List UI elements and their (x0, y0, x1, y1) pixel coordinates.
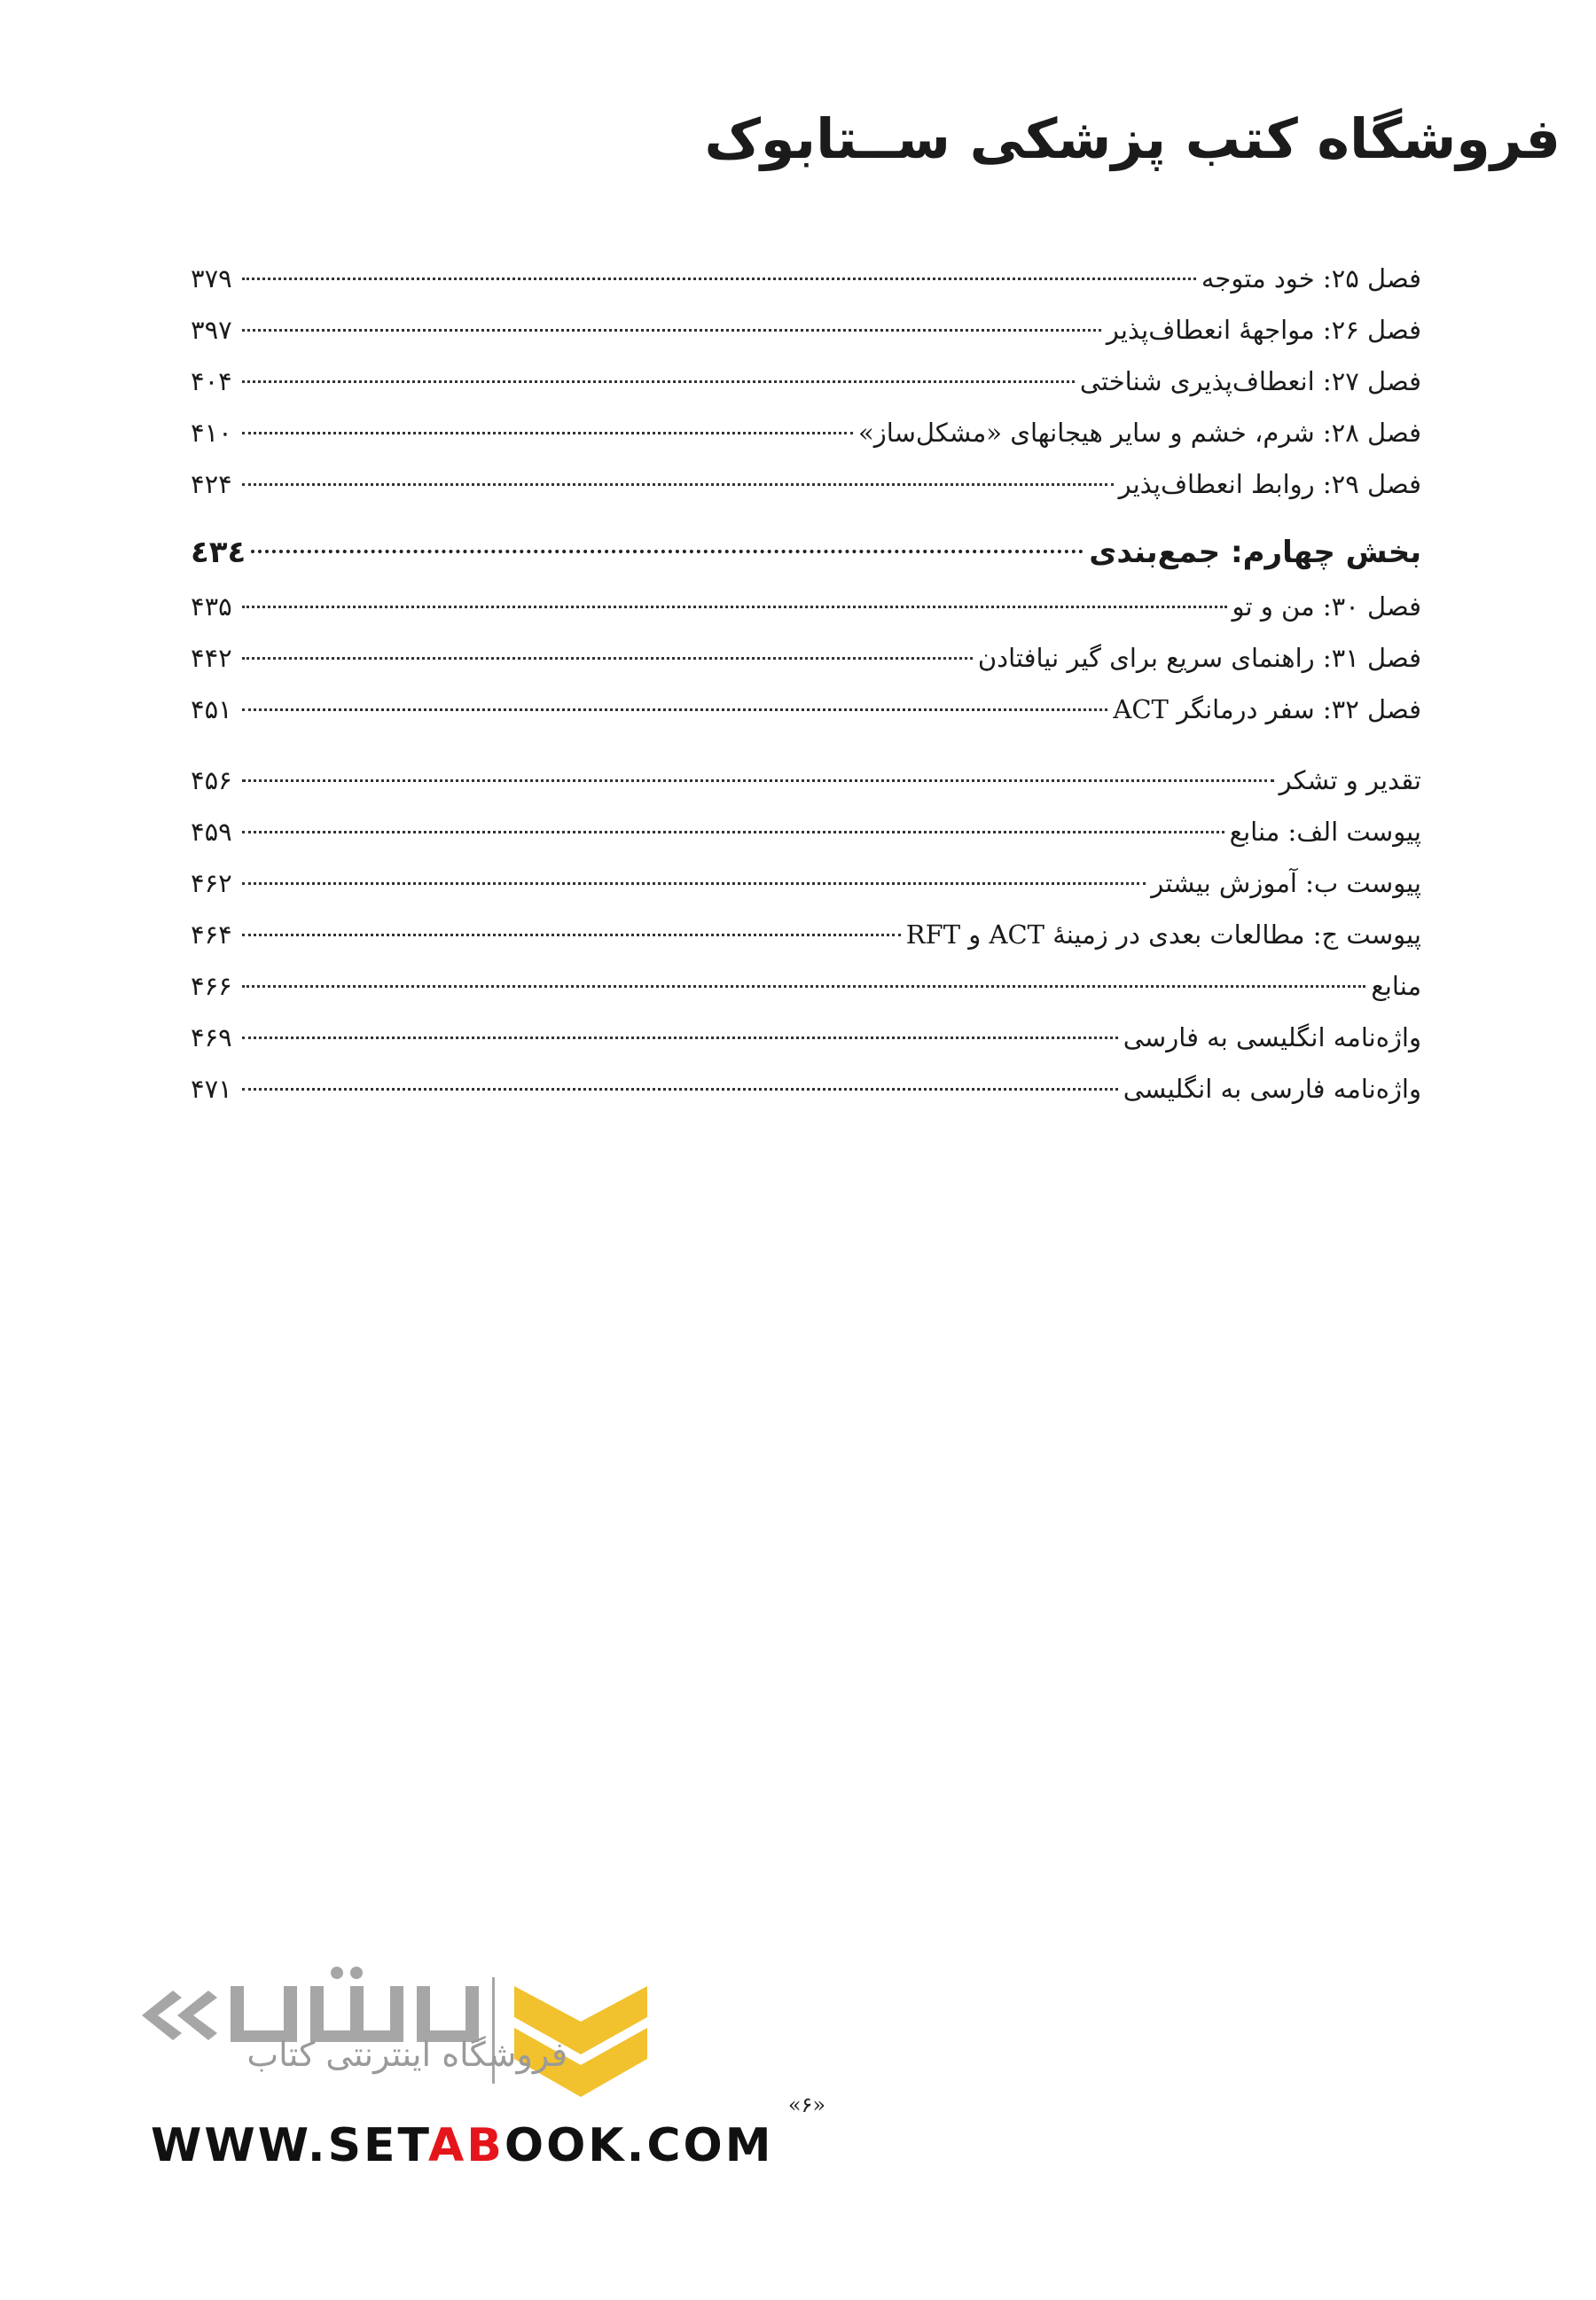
toc-entry[interactable] (191, 253, 1421, 304)
toc-part-heading[interactable] (191, 524, 1421, 581)
toc-entry-page: ۳۷۹ (191, 263, 232, 293)
toc-entry-page: ۴۶۴ (191, 919, 232, 950)
toc-entry-title: فصل ۲۸: شرم، خشم و سایر هیجانهای «مشکل‌ساز» (858, 418, 1421, 448)
dot-leader (242, 985, 1365, 988)
toc-entry-title: فصل ۳۲: سفر درمانگر ACT (1113, 694, 1421, 724)
url-part: OOK.COM (504, 2119, 774, 2172)
toc-entry[interactable] (191, 960, 1421, 1012)
dot-leader (242, 483, 1114, 486)
toc-entry-page: ۴۲۴ (191, 469, 232, 499)
toc-entry-title: فصل ۲۶: مواجههٔ انعطاف‌پذیر (1106, 315, 1421, 345)
toc-group-chapters (191, 253, 1421, 510)
toc-entry-page: ۴۵۱ (191, 694, 232, 724)
toc-entry[interactable] (191, 407, 1421, 458)
toc-entry-title: منابع (1371, 971, 1421, 1001)
toc-entry[interactable] (191, 581, 1421, 632)
toc-entry[interactable] (191, 1063, 1421, 1115)
toc-entry[interactable] (191, 857, 1421, 909)
toc-entry-title: فصل ۲۷: انعطاف‌پذیری شناختی (1079, 366, 1421, 396)
toc-entry-page: ۴۴۲ (191, 643, 232, 673)
toc-entry-page: ۴۰۴ (191, 366, 232, 396)
toc-entry-title: پیوست ب: آموزش بیشتر (1151, 868, 1421, 898)
toc-entry-title: فصل ۳۱: راهنمای سریع برای گیر نیافتادن (977, 643, 1421, 673)
toc-entry[interactable] (191, 806, 1421, 857)
toc-entry-title: واژه‌نامه فارسی به انگلیسی (1123, 1074, 1421, 1104)
toc-entry[interactable] (191, 458, 1421, 510)
dot-leader (242, 432, 853, 434)
toc-entry-title: فصل ۲۵: خود متوجه (1201, 263, 1421, 293)
toc-group-part4-chapters (191, 581, 1421, 735)
page-number: «۶» (787, 2093, 826, 2117)
toc-entry[interactable] (191, 684, 1421, 735)
toc-entry-page: ۴۳۵ (191, 591, 232, 622)
toc-entry-title: واژه‌نامه انگلیسی به فارسی (1123, 1022, 1421, 1052)
dot-leader (242, 606, 1227, 608)
dot-leader (242, 1037, 1118, 1039)
dot-leader (242, 882, 1146, 885)
url-part: WWW.SET (151, 2119, 428, 2172)
dot-leader (242, 708, 1107, 711)
brand-url-link[interactable] (151, 2119, 773, 2172)
toc-entry-title: فصل ۲۹: روابط انعطاف‌پذیر (1118, 469, 1421, 499)
dot-leader (242, 278, 1196, 280)
toc-entry[interactable] (191, 304, 1421, 356)
dot-leader (242, 380, 1075, 383)
toc-entry-page: ۴۵۹ (191, 817, 232, 847)
toc-entry-page: ۴۶۶ (191, 971, 232, 1001)
toc-group-backmatter (191, 755, 1421, 1115)
toc-entry-page: ۴۵۶ (191, 765, 232, 795)
dot-leader (242, 779, 1274, 782)
toc-part-page: ٤٣٤ (191, 535, 246, 570)
toc-entry-page: ۴۷۱ (191, 1074, 232, 1104)
toc-entry[interactable] (191, 755, 1421, 806)
dot-leader (251, 550, 1084, 553)
toc-entry-title: فصل ۳۰: من و تو (1232, 591, 1421, 622)
toc-part-title: بخش چهارم: جمع‌بندی (1089, 535, 1421, 570)
toc-entry-page: ۴۱۰ (191, 418, 232, 448)
url-accent: B (466, 2119, 505, 2172)
toc-entry[interactable] (191, 909, 1421, 960)
toc-entry-title: پیوست ج: مطالعات بعدی در زمینهٔ ACT و RFT (905, 919, 1421, 950)
toc-entry[interactable] (191, 632, 1421, 684)
toc-entry[interactable] (191, 1012, 1421, 1063)
brand-tagline: فروشگاه اینترنتی کتاب (246, 2035, 567, 2074)
dot-leader (242, 329, 1101, 332)
toc-entry-page: ۳۹۷ (191, 315, 232, 345)
toc-entry-page: ۴۶۲ (191, 868, 232, 898)
dot-leader (242, 657, 973, 660)
dot-leader (242, 1088, 1118, 1091)
toc-entry[interactable] (191, 356, 1421, 407)
setabook-brand[interactable] (133, 1946, 774, 2194)
toc-entry-page: ۴۶۹ (191, 1022, 232, 1052)
page-header-title: فروشگاه کتب پزشکی ســتابوک (704, 106, 1561, 171)
dot-leader (242, 934, 901, 936)
spacer (191, 735, 1421, 755)
toc-entry-title: پیوست الف: منابع (1229, 817, 1421, 847)
url-accent: A (428, 2119, 467, 2172)
spacer (191, 510, 1421, 524)
toc-entry-title: تقدیر و تشکر (1279, 765, 1421, 795)
table-of-contents (191, 253, 1421, 1115)
dot-leader (242, 831, 1224, 833)
